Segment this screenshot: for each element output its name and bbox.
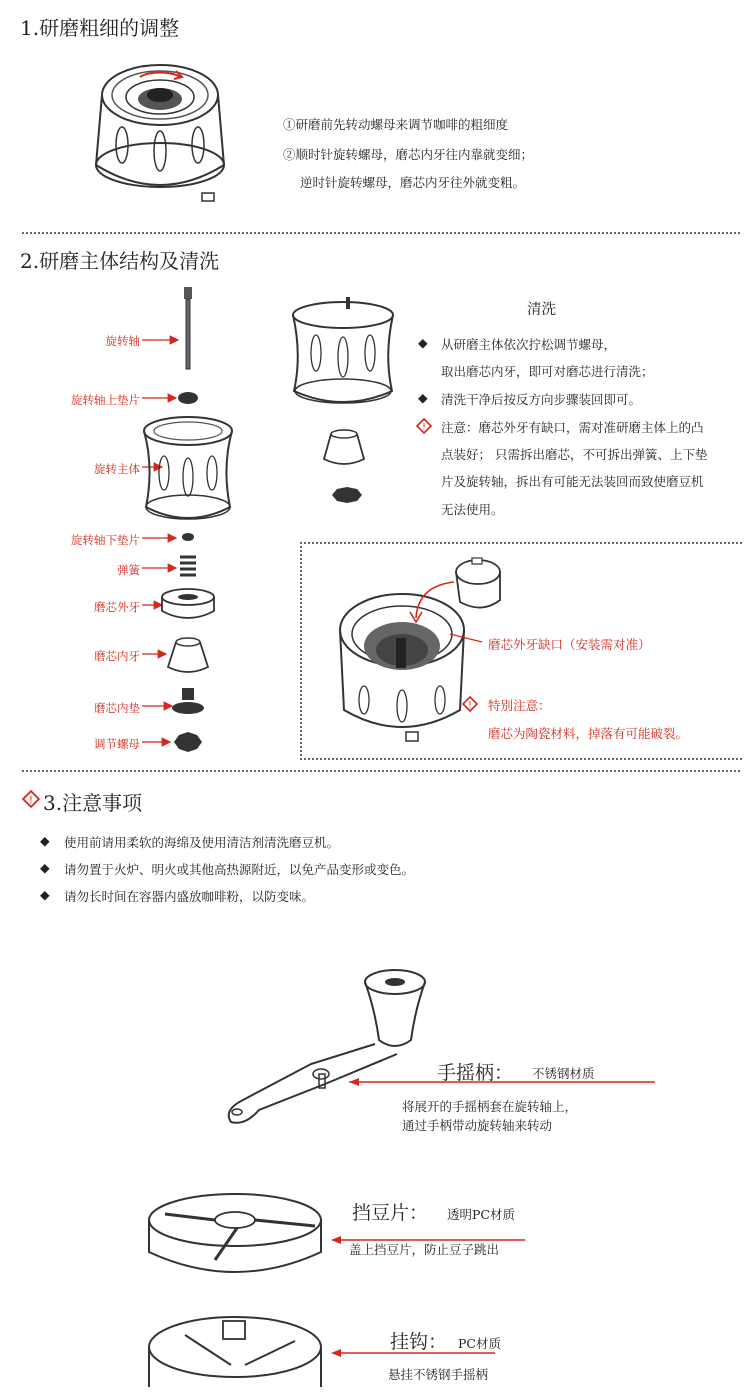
shield-material: 透明PC材质 — [447, 1207, 515, 1222]
clean-line-3: 清洗干净后按反方向步骤装回即可。 — [441, 392, 642, 407]
section2-title: 2.研磨主体结构及清洗 — [20, 249, 220, 273]
caution-item-1: 使用前请用柔软的海绵及使用清洁剂清洗磨豆机。 — [64, 835, 340, 850]
clean-bullet-1: ◆ — [418, 335, 428, 350]
clean-line-1: 从研磨主体依次拧松调节螺母， — [441, 337, 617, 352]
adjust-line-2: ②顺时针旋转螺母，磨芯内牙往内靠就变细； — [283, 147, 534, 162]
note-line-2: 点装好； 只需拆出磨芯，不可拆出弹簧、上下垫 — [441, 447, 708, 462]
divider-2 — [22, 770, 740, 772]
part-label-shaft: 旋转轴 — [105, 334, 140, 348]
section1-title: 1.研磨粗细的调整 — [20, 16, 180, 40]
warning-icon — [416, 418, 432, 434]
caution-bullet-3: ◆ — [40, 887, 50, 902]
divider-1 — [22, 232, 740, 234]
hook-illustration — [145, 1305, 515, 1400]
note-line-1: 注意：磨芯外牙有缺口，需对准研磨主体上的凸 — [441, 420, 704, 435]
part-label-body: 旋转主体 — [94, 462, 140, 476]
svg-text:!: ! — [422, 422, 426, 433]
clean-line-2: 取出磨芯内牙，即可对磨芯进行清洗； — [441, 364, 654, 379]
part-label-adjust-nut: 调节螺母 — [94, 737, 140, 751]
part-label-spring: 弹簧 — [117, 563, 140, 577]
special-warning-icon — [462, 696, 478, 712]
cleaning-parts-illustration — [288, 295, 398, 510]
special-text: 磨芯为陶瓷材料，掉落有可能破裂。 — [488, 726, 689, 741]
hook-desc: 悬挂不锈钢手摇柄 — [388, 1367, 489, 1382]
part-label-inner-pad: 磨芯内垫 — [94, 701, 140, 715]
note-line-4: 无法使用。 — [441, 502, 504, 517]
adjust-line-1: ①研磨前先转动螺母来调节咖啡的粗细度 — [283, 117, 509, 132]
svg-text:!: ! — [468, 700, 472, 711]
caution-item-2: 请勿置于火炉、明火或其他高热源附近，以免产品变形或变色。 — [64, 862, 415, 877]
caution-bullet-1: ◆ — [40, 833, 50, 848]
bean-shield-illustration — [145, 1180, 550, 1290]
caution-bullet-2: ◆ — [40, 860, 50, 875]
part-label-upper-washer: 旋转轴上垫片 — [71, 393, 140, 407]
part-label-inner-burr: 磨芯内牙 — [94, 649, 140, 663]
clean-bullet-2: ◆ — [418, 390, 428, 405]
handle-name: 手摇柄： — [437, 1062, 514, 1084]
hook-name: 挂钩： — [390, 1331, 448, 1353]
section3-title: 3.注意事项 — [43, 791, 143, 815]
grinder-top-illustration — [92, 55, 232, 215]
note-line-3: 片及旋转轴，拆出有可能无法装回而致使磨豆机 — [441, 474, 704, 489]
svg-text:!: ! — [29, 794, 33, 807]
part-label-outer-burr: 磨芯外牙 — [94, 600, 140, 614]
notch-label: 磨芯外牙缺口（安装需对准） — [488, 637, 651, 652]
handle-material: 不锈钢材质 — [532, 1066, 595, 1081]
exploded-view-diagram — [140, 285, 260, 760]
clean-title: 清洗 — [527, 302, 556, 318]
handle-desc-2: 通过手柄带动旋转轴来转动 — [402, 1118, 553, 1133]
shield-desc: 盖上挡豆片，防止豆子跳出 — [349, 1242, 500, 1257]
hook-material: PC材质 — [458, 1336, 501, 1351]
special-title: 特别注意： — [488, 698, 551, 713]
adjust-line-3: 逆时针旋转螺母，磨芯内牙往外就变粗。 — [300, 175, 526, 190]
handle-desc-1: 将展开的手摇柄套在旋转轴上， — [402, 1099, 578, 1114]
part-label-lower-washer: 旋转轴下垫片 — [71, 533, 140, 547]
shield-name: 挡豆片： — [352, 1202, 429, 1224]
section3-warning-icon — [22, 790, 40, 808]
caution-item-3: 请勿长时间在容器内盛放咖啡粉，以防变味。 — [64, 889, 315, 904]
